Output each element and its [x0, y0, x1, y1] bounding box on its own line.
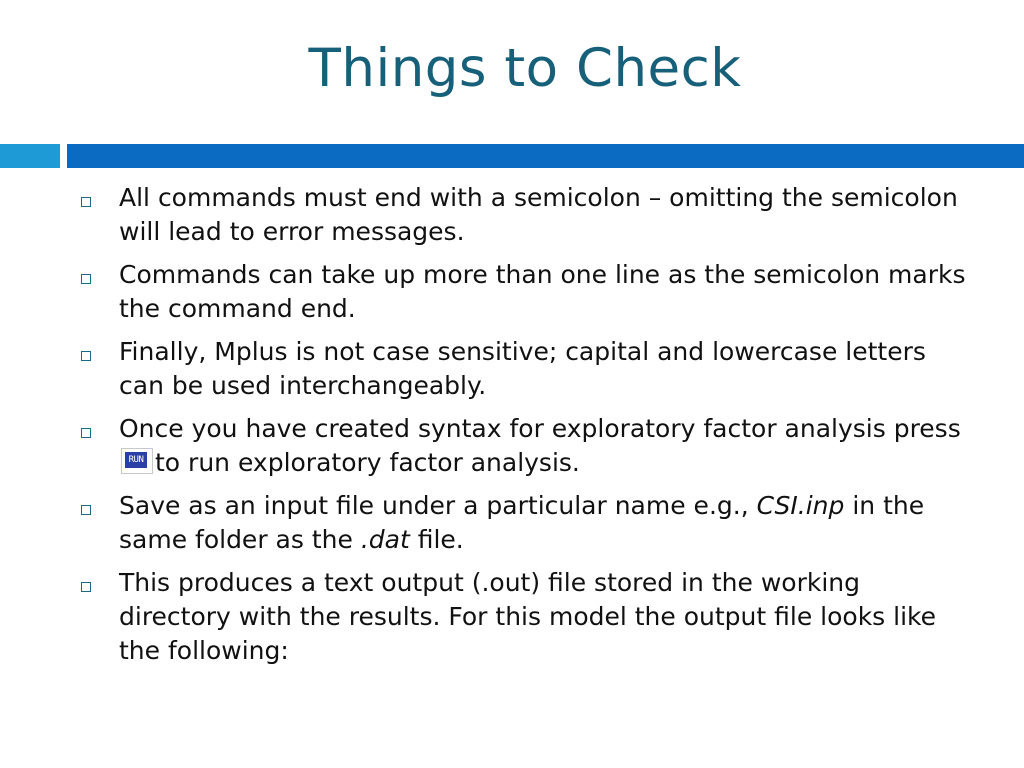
bullet-text: Commands can take up more than one line as the semicolon marks the command end. [119, 260, 966, 323]
square-bullet-icon [81, 197, 91, 207]
accent-bar-left [0, 144, 60, 168]
square-bullet-icon [81, 274, 91, 284]
bullet-text: All commands must end with a semicolon – omitting the semicolon will lead to error messages. [119, 183, 958, 246]
input-filename: CSI.inp [756, 491, 845, 520]
run-icon-label: RUN [125, 452, 147, 468]
run-button-icon[interactable] [121, 448, 153, 474]
bullet-text-middle: in the same folder as the [119, 491, 925, 554]
bullet-text-end: file. [409, 525, 464, 554]
square-bullet-icon [81, 505, 91, 515]
bullet-text-start: Once you have created syntax for exploratory factor analysis press [119, 414, 961, 443]
square-bullet-icon [81, 428, 91, 438]
bullet-text: This produces a text output (.out) file stored in the working directory with the results. For this model the output file looks like the following: [119, 568, 937, 665]
file-extension: .dat [360, 525, 410, 554]
list-item [78, 412, 978, 480]
bullet-list [78, 181, 978, 677]
bullet-text: Finally, Mplus is not case sensitive; capital and lowercase letters can be used interchangeably. [119, 337, 926, 400]
bullet-text [119, 412, 978, 480]
accent-bar-right [67, 144, 1024, 168]
bullet-text-start: Save as an input file under a particular name e.g., [119, 491, 757, 520]
list-item [78, 489, 978, 557]
slide-title: Things to Check [308, 38, 742, 99]
list-item [78, 335, 978, 403]
square-bullet-icon [81, 582, 91, 592]
list-item [78, 258, 978, 326]
square-bullet-icon [81, 351, 91, 361]
bullet-text-end: to run exploratory factor analysis. [155, 448, 580, 477]
list-item [78, 566, 978, 668]
list-item [78, 181, 978, 249]
bullet-text [119, 489, 978, 557]
